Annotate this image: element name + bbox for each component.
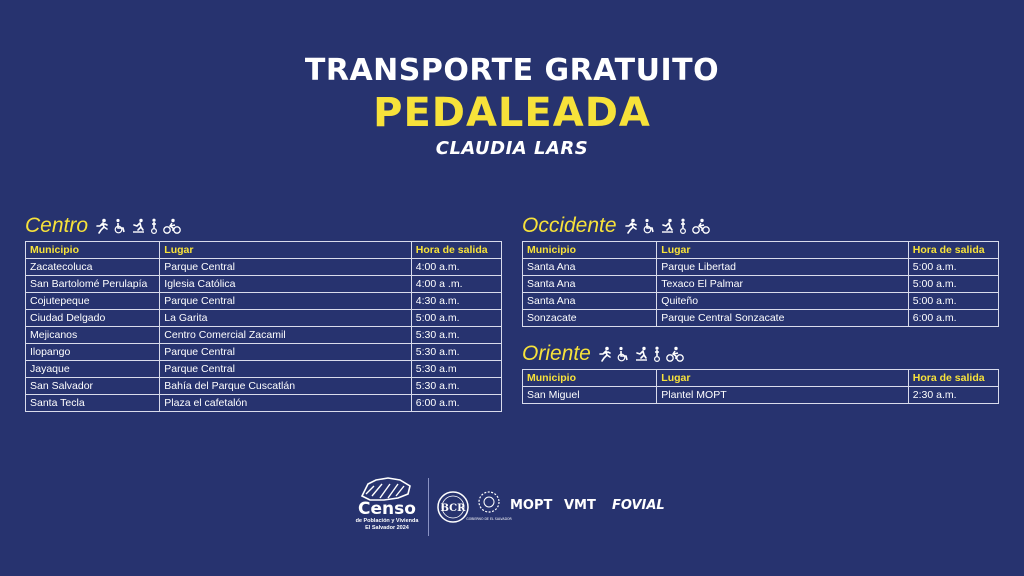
section-occidente (522, 213, 999, 327)
wheelchair-icon (641, 218, 657, 234)
wheelchair-icon (112, 218, 128, 234)
running-icon (94, 218, 110, 234)
table-cell: Santa Ana (523, 293, 657, 310)
schedule-table (25, 241, 502, 412)
table-row (26, 310, 502, 327)
table-cell: San Bartolomé Perulapía (26, 276, 160, 293)
cyclist-icon (691, 218, 711, 234)
bcr-seal-text: BCR (440, 503, 466, 514)
censo-year: El Salvador 2024 (365, 525, 409, 531)
table-cell: Parque Central (160, 344, 412, 361)
cyclist-icon (162, 218, 182, 234)
running-icon (623, 218, 639, 234)
table-cell: 6:00 a.m. (411, 395, 501, 412)
table-cell: 4:00 a.m. (411, 259, 501, 276)
table-cell: 5:30 a.m. (411, 327, 501, 344)
column-header: Lugar (657, 370, 909, 387)
table-cell: 2:30 a.m. (908, 387, 998, 404)
column-header: Municipio (26, 242, 160, 259)
table-cell: 5:00 a.m. (411, 310, 501, 327)
table-cell: Sonzacate (523, 310, 657, 327)
section-oriente (522, 341, 999, 404)
skater-icon (130, 218, 146, 234)
column-header: Lugar (657, 242, 909, 259)
table-cell: 5:00 a.m. (908, 293, 998, 310)
table-cell: Parque Central (160, 259, 412, 276)
censo-subtitle: de Población y Vivienda (355, 518, 419, 524)
skater-icon (633, 346, 649, 362)
table-row (26, 293, 502, 310)
cyclist-icon (665, 346, 685, 362)
table-cell: 5:30 a.m (411, 361, 501, 378)
footer-logos (350, 472, 680, 542)
table-cell: Parque Central (160, 361, 412, 378)
table-cell: Santa Tecla (26, 395, 160, 412)
table-cell: Bahía del Parque Cuscatlán (160, 378, 412, 395)
table-row (26, 259, 502, 276)
table-cell: 5:00 a.m. (908, 276, 998, 293)
table-cell: Ilopango (26, 344, 160, 361)
table-cell: San Miguel (523, 387, 657, 404)
table-cell: Plantel MOPT (657, 387, 909, 404)
bcr-seal-icon (436, 490, 470, 524)
table-cell: Parque Central Sonzacate (657, 310, 909, 327)
activity-icons (623, 218, 711, 234)
table-cell: San Salvador (26, 378, 160, 395)
section-title: Occidente (522, 214, 617, 237)
table-row (523, 387, 999, 404)
section-centro (25, 213, 502, 412)
table-row (523, 293, 999, 310)
running-icon (597, 346, 613, 362)
table-cell: Quiteño (657, 293, 909, 310)
censo-word: Censo (358, 499, 416, 519)
section-title: Centro (25, 214, 89, 237)
column-header: Lugar (160, 242, 412, 259)
table-cell: Santa Ana (523, 259, 657, 276)
wheelchair-icon (615, 346, 631, 362)
table-cell: 4:30 a.m. (411, 293, 501, 310)
table-row (523, 310, 999, 327)
table-cell: 6:00 a.m. (908, 310, 998, 327)
table-row (26, 378, 502, 395)
column-header: Hora de salida (411, 242, 501, 259)
table-cell: Parque Central (160, 293, 412, 310)
title-line1: TRANSPORTE GRATUITO (304, 53, 720, 88)
column-header: Hora de salida (908, 242, 998, 259)
table-row (523, 276, 999, 293)
table-row (26, 327, 502, 344)
table-row (26, 361, 502, 378)
table-cell: 5:30 a.m. (411, 378, 501, 395)
unicycle-icon (148, 218, 160, 234)
table-cell: Zacatecoluca (26, 259, 160, 276)
table-cell: Plaza el cafetalón (160, 395, 412, 412)
table-row (26, 276, 502, 293)
title-line2: PEDALEADA (373, 90, 651, 136)
table-cell: 4:00 a .m. (411, 276, 501, 293)
activity-icons (94, 218, 182, 234)
table-cell: 5:30 a.m. (411, 344, 501, 361)
unicycle-icon (677, 218, 689, 234)
table-cell: 5:00 a.m. (908, 259, 998, 276)
table-cell: Cojutepeque (26, 293, 160, 310)
mopt-logo: MOPT (510, 498, 553, 513)
table-cell: Mejicanos (26, 327, 160, 344)
gobierno-text: GOBIERNO DE EL SALVADOR (466, 517, 512, 521)
column-header: Hora de salida (908, 370, 998, 387)
table-cell: Texaco El Palmar (657, 276, 909, 293)
title-line3: CLAUDIA LARS (435, 138, 589, 159)
column-header: Municipio (523, 242, 657, 259)
censo-logo (350, 472, 424, 532)
skater-icon (659, 218, 675, 234)
censo-map-icon (358, 474, 414, 504)
section-title: Oriente (522, 342, 591, 365)
table-cell: Centro Comercial Zacamil (160, 327, 412, 344)
schedule-table (522, 241, 999, 327)
vmt-logo: VMT (564, 498, 596, 513)
schedule-table (522, 369, 999, 404)
table-row (523, 259, 999, 276)
table-cell: Jayaque (26, 361, 160, 378)
header (0, 52, 1024, 162)
table-cell: Ciudad Delgado (26, 310, 160, 327)
table-row (26, 395, 502, 412)
footer-divider (428, 478, 429, 536)
column-header: Municipio (523, 370, 657, 387)
unicycle-icon (651, 346, 663, 362)
table-cell: La Garita (160, 310, 412, 327)
gobierno-seal-icon (466, 490, 512, 526)
table-cell: Parque Libertad (657, 259, 909, 276)
table-row (26, 344, 502, 361)
table-cell: Santa Ana (523, 276, 657, 293)
fovial-logo: FOVIAL (612, 498, 665, 513)
table-cell: Iglesia Católica (160, 276, 412, 293)
activity-icons (597, 346, 685, 362)
